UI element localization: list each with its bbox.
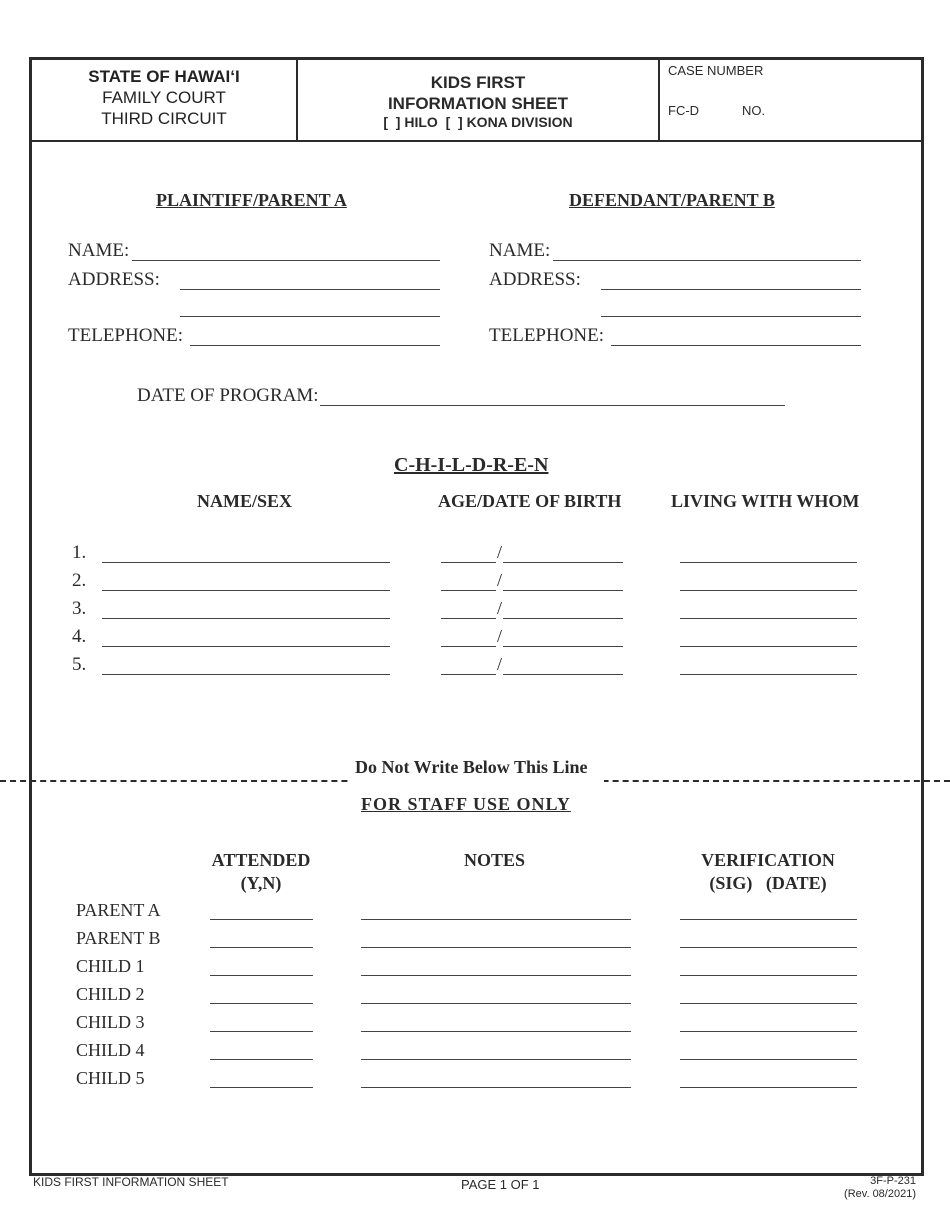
child-name-field[interactable]	[102, 562, 390, 563]
attended-field[interactable]	[210, 1031, 313, 1032]
child-name-field[interactable]	[102, 674, 390, 675]
defendant-telephone-label: TELEPHONE:	[489, 325, 605, 346]
verification-field[interactable]	[680, 919, 857, 920]
child-name-field[interactable]	[102, 590, 390, 591]
plaintiff-address-field-2[interactable]	[180, 316, 440, 317]
date-of-program-label: DATE OF PROGRAM:	[137, 385, 319, 406]
date-of-program-field[interactable]	[320, 405, 785, 406]
notes-field[interactable]	[361, 975, 631, 976]
child-name-field[interactable]	[102, 646, 390, 647]
notes-field[interactable]	[361, 947, 631, 948]
plaintiff-heading: PLAINTIFF/PARENT A	[156, 190, 347, 210]
attended-field[interactable]	[210, 1003, 313, 1004]
child-living-with-field[interactable]	[680, 590, 857, 591]
staff-col-verification-2: (SIG) (DATE)	[709, 873, 827, 893]
verification-field[interactable]	[680, 947, 857, 948]
plaintiff-address-field-1[interactable]	[180, 289, 440, 290]
plaintiff-name-field[interactable]	[132, 260, 440, 261]
verification-field[interactable]	[680, 1031, 857, 1032]
case-number-cell	[660, 60, 921, 140]
children-col-name: NAME/SEX	[197, 491, 293, 511]
staff-row-label: CHILD 1	[76, 956, 145, 976]
child-row-number: 4.	[72, 626, 87, 647]
staff-col-notes: NOTES	[464, 850, 526, 870]
child-row-number: 3.	[72, 598, 87, 619]
staff-col-attended-2: (Y,N)	[240, 873, 282, 893]
attended-field[interactable]	[210, 919, 313, 920]
form-title-line2: INFORMATION SHEET	[387, 94, 569, 113]
child-living-with-field[interactable]	[680, 646, 857, 647]
circuit-name: THIRD CIRCUIT	[101, 109, 227, 128]
form-title-cell	[298, 60, 660, 140]
child-dob-field[interactable]	[503, 646, 623, 647]
court-info-cell	[32, 60, 298, 140]
defendant-telephone-field[interactable]	[611, 345, 861, 346]
footer-revision: (Rev. 08/2021)	[844, 1188, 916, 1200]
footer-form-number: 3F-P-231	[870, 1175, 916, 1187]
children-col-living: LIVING WITH WHOM	[671, 491, 860, 511]
defendant-name-label: NAME:	[489, 240, 551, 261]
child-dob-field[interactable]	[503, 590, 623, 591]
verification-field[interactable]	[680, 975, 857, 976]
child-row-number: 2.	[72, 570, 87, 591]
notes-field[interactable]	[361, 1031, 631, 1032]
attended-field[interactable]	[210, 1087, 313, 1088]
child-dob-field[interactable]	[503, 674, 623, 675]
child-age-field[interactable]	[441, 562, 496, 563]
staff-row-label: CHILD 2	[76, 984, 145, 1004]
divider-text: Do Not Write Below This Line	[355, 757, 588, 777]
children-col-age: AGE/DATE OF BIRTH	[438, 491, 622, 511]
staff-row-label: PARENT A	[76, 900, 161, 920]
child-living-with-field[interactable]	[680, 618, 857, 619]
defendant-name-field[interactable]	[553, 260, 861, 261]
fcd-label: FC-D	[668, 103, 700, 118]
defendant-address-field-2[interactable]	[601, 316, 861, 317]
division-checkboxes[interactable]: [ ] HILO [ ] KONA DIVISION	[383, 114, 573, 130]
staff-heading: FOR STAFF USE ONLY	[361, 794, 571, 814]
plaintiff-name-label: NAME:	[68, 240, 130, 261]
staff-row-label: CHILD 5	[76, 1068, 145, 1088]
child-living-with-field[interactable]	[680, 674, 857, 675]
defendant-address-label: ADDRESS:	[489, 269, 581, 290]
age-dob-slash: /	[497, 542, 503, 562]
defendant-address-field-1[interactable]	[601, 289, 861, 290]
case-number-label: CASE NUMBER	[668, 63, 764, 78]
form-frame	[29, 57, 924, 1176]
child-name-field[interactable]	[102, 618, 390, 619]
verification-field[interactable]	[680, 1003, 857, 1004]
defendant-heading: DEFENDANT/PARENT B	[569, 190, 775, 210]
staff-row-label: CHILD 4	[76, 1040, 145, 1060]
attended-field[interactable]	[210, 1059, 313, 1060]
child-row-number: 5.	[72, 654, 87, 675]
state-name: STATE OF HAWAI‘I	[88, 67, 240, 86]
child-living-with-field[interactable]	[680, 562, 857, 563]
staff-col-verification-1: VERIFICATION	[701, 850, 835, 870]
child-dob-field[interactable]	[503, 562, 623, 563]
plaintiff-address-label: ADDRESS:	[68, 269, 160, 290]
age-dob-slash: /	[497, 570, 503, 590]
header-row	[32, 60, 921, 142]
notes-field[interactable]	[361, 919, 631, 920]
plaintiff-telephone-field[interactable]	[190, 345, 440, 346]
age-dob-slash: /	[497, 626, 503, 646]
age-dob-slash: /	[497, 598, 503, 618]
children-heading: C-H-I-L-D-R-E-N	[394, 454, 549, 476]
footer-title: KIDS FIRST INFORMATION SHEET	[33, 1175, 229, 1189]
child-age-field[interactable]	[441, 646, 496, 647]
attended-field[interactable]	[210, 947, 313, 948]
plaintiff-telephone-label: TELEPHONE:	[68, 325, 184, 346]
notes-field[interactable]	[361, 1003, 631, 1004]
child-age-field[interactable]	[441, 618, 496, 619]
court-name: FAMILY COURT	[102, 88, 226, 107]
notes-field[interactable]	[361, 1087, 631, 1088]
child-age-field[interactable]	[441, 674, 496, 675]
footer-page-number: PAGE 1 OF 1	[461, 1177, 540, 1192]
verification-field[interactable]	[680, 1059, 857, 1060]
child-row-number: 1.	[72, 542, 87, 563]
attended-field[interactable]	[210, 975, 313, 976]
staff-row-label: CHILD 3	[76, 1012, 145, 1032]
staff-row-label: PARENT B	[76, 928, 161, 948]
child-age-field[interactable]	[441, 590, 496, 591]
staff-col-attended-1: ATTENDED	[211, 850, 311, 870]
case-no-label[interactable]: NO.	[742, 103, 766, 118]
child-dob-field[interactable]	[503, 618, 623, 619]
verification-field[interactable]	[680, 1087, 857, 1088]
form-title-line1: KIDS FIRST	[430, 73, 526, 92]
notes-field[interactable]	[361, 1059, 631, 1060]
age-dob-slash: /	[497, 654, 503, 674]
